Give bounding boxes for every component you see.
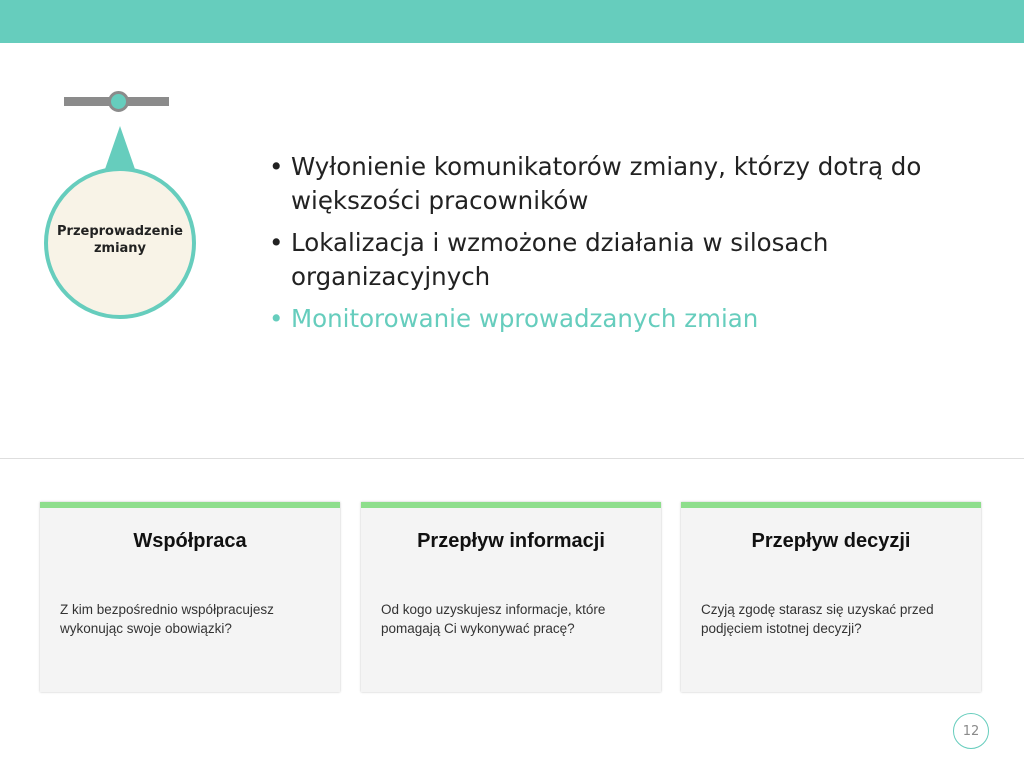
- section-divider: [0, 458, 1024, 459]
- bullet-dot: •: [269, 152, 284, 181]
- bullet-text: Wyłonienie komunikatorów zmiany, którzy dotrą do większości pracowników: [291, 152, 922, 215]
- bullet-list: [266, 150, 956, 344]
- card-text: Z kim bezpośrednio współpracujesz wykonując swoje obowiązki?: [60, 602, 274, 636]
- stage-circle: [44, 167, 196, 319]
- card-title: Współpraca: [133, 530, 247, 552]
- card-wspolpraca: [40, 502, 340, 692]
- bullet-text: Lokalizacja i wzmożone działania w silosach organizacyjnych: [291, 228, 829, 291]
- card-przeplyw-decyzji: [681, 502, 981, 692]
- top-banner: [0, 0, 1024, 43]
- page-number: 12: [953, 713, 989, 749]
- card-przeplyw-informacji: [361, 502, 661, 692]
- bullet-item-highlighted: [266, 302, 956, 336]
- stage-pointer: [104, 126, 136, 172]
- card-title: Przepływ informacji: [417, 530, 605, 552]
- card-title: Przepływ decyzji: [751, 530, 911, 552]
- bullet-item: [266, 226, 956, 294]
- bullet-dot: •: [269, 228, 284, 257]
- bullet-dot: •: [269, 304, 284, 333]
- card-text: Czyją zgodę starasz się uzyskać przed podjęciem istotnej decyzji?: [701, 602, 934, 636]
- stage-label: Przeprowadzenie zmiany: [57, 224, 183, 256]
- bullet-text: Monitorowanie wprowadzanych zmian: [291, 304, 759, 333]
- bullet-item: [266, 150, 956, 218]
- timeline-marker: [108, 91, 129, 112]
- card-text: Od kogo uzyskujesz informacje, które pomagają Ci wykonywać pracę?: [381, 602, 606, 636]
